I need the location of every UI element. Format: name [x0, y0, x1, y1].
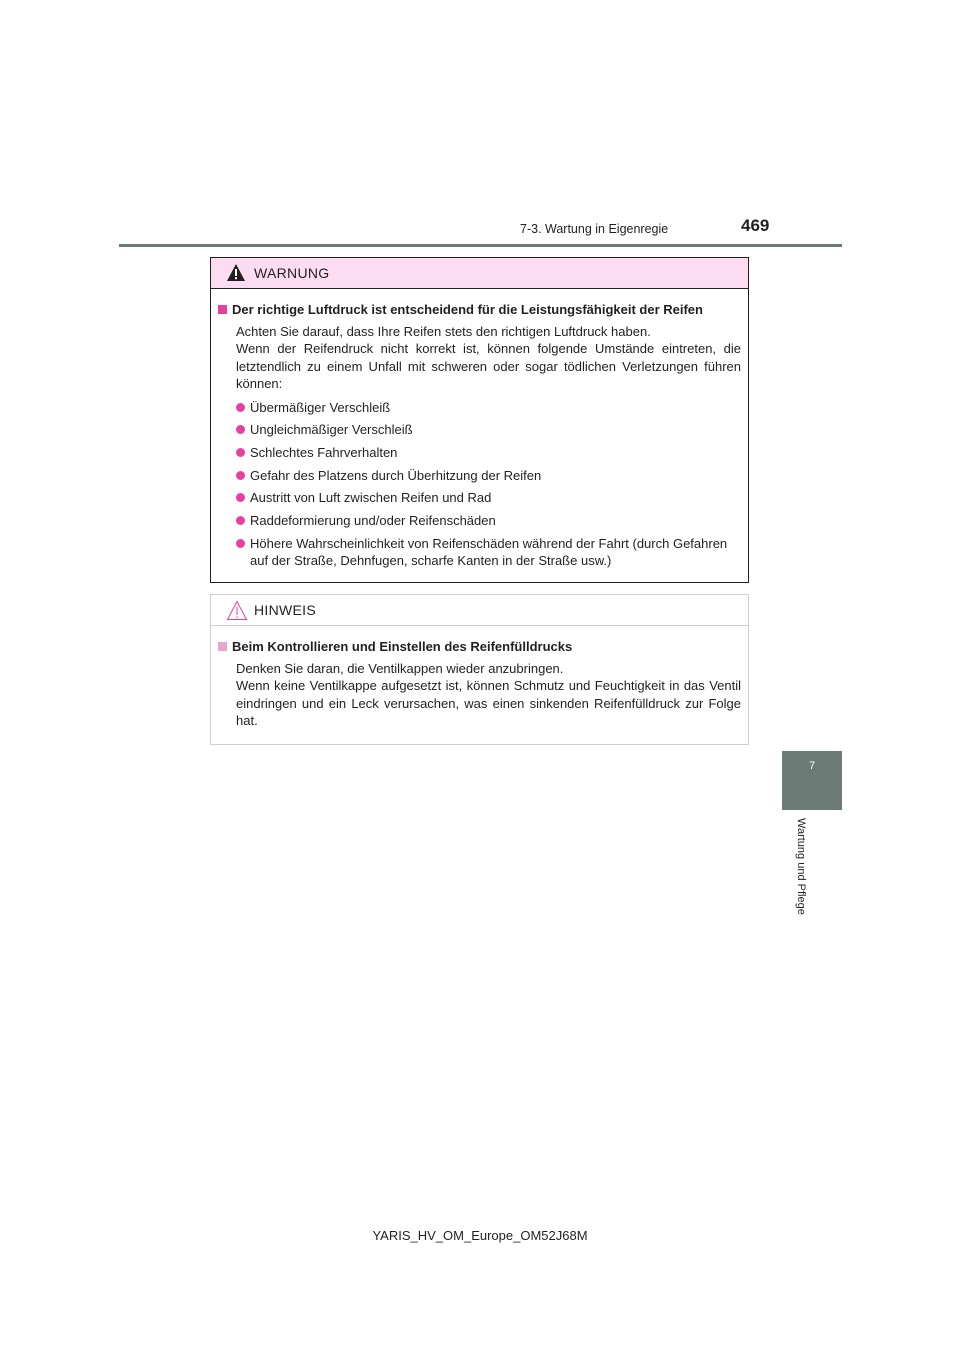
note-paragraph: [236, 660, 741, 730]
list-item-text: Ungleichmäßiger Verschleiß: [250, 422, 413, 438]
list-item: [218, 512, 741, 530]
list-item: [218, 467, 741, 485]
note-header: [211, 595, 748, 626]
note-body: [211, 626, 748, 730]
list-item-text: Austritt von Luft zwischen Reifen und Rad: [250, 490, 492, 506]
circle-bullet-icon: [236, 425, 245, 434]
footer-doc-id: YARIS_HV_OM_Europe_OM52J68M: [372, 1228, 588, 1243]
list-item-text: Raddeformierung und/oder Reifenschäden: [250, 512, 496, 528]
warning-triangle-icon: [226, 263, 246, 282]
chapter-tab: [782, 751, 842, 810]
note-para-2: Wenn keine Ventilkappe aufgesetzt ist, können Schmutz und Feuchtigkeit in das Ventil eindringen und ein Leck verursachen, was einen sinkenden Reifenfülldruck zur Folge hat.: [236, 678, 741, 728]
chapter-title: Wartung und Pflege: [795, 818, 807, 915]
warning-header: [211, 258, 748, 289]
warning-body: [211, 289, 748, 570]
header-section-title: 7-3. Wartung in Eigenregie: [520, 222, 669, 236]
list-item-text: Höhere Wahrscheinlichkeit von Reifenschäden während der Fahrt (durch Gefahren auf der Straße, Dehnfugen, scharfe Kanten in der Straße usw.): [250, 535, 728, 569]
caution-triangle-icon: [226, 600, 248, 621]
warning-section-title: [218, 301, 741, 319]
circle-bullet-icon: [236, 448, 245, 457]
circle-bullet-icon: [236, 493, 245, 502]
circle-bullet-icon: [236, 403, 245, 412]
note-section-title: [218, 638, 741, 656]
list-item: [218, 444, 741, 462]
list-item: [218, 399, 741, 417]
page-number: 469: [741, 216, 770, 235]
circle-bullet-icon: [236, 539, 245, 548]
header-rule: [119, 244, 842, 247]
warning-bullet-list: [218, 399, 741, 570]
warning-paragraph: [236, 323, 741, 393]
warning-section-title-text: Der richtige Luftdruck ist entscheidend für die Leistungsfähigkeit der Reifen: [232, 302, 703, 317]
chapter-number: 7: [808, 760, 816, 772]
square-bullet-icon: [218, 642, 227, 651]
circle-bullet-icon: [236, 471, 245, 480]
list-item-text: Schlechtes Fahrverhalten: [250, 444, 398, 460]
warning-para-1: Achten Sie darauf, dass Ihre Reifen stets den richtigen Luftdruck haben.: [236, 323, 651, 339]
list-item: [218, 535, 741, 570]
warning-label: WARNUNG: [254, 265, 330, 281]
warning-para-2: Wenn der Reifendruck nicht korrekt ist, können folgende Umstände eintreten, die letztendlich zu einem Unfall mit schweren oder sogar tödlichen Verletzungen führen können:: [236, 341, 741, 391]
note-section-title-text: Beim Kontrollieren und Einstellen des Reifenfülldrucks: [232, 639, 573, 654]
note-para-1: Denken Sie daran, die Ventilkappen wieder anzubringen.: [236, 660, 564, 676]
note-box: [210, 594, 749, 745]
list-item: [218, 489, 741, 507]
warning-box: [210, 257, 749, 583]
list-item-text: Übermäßiger Verschleiß: [250, 399, 391, 415]
square-bullet-icon: [218, 305, 227, 314]
note-label: HINWEIS: [254, 602, 316, 618]
list-item: [218, 421, 741, 439]
list-item-text: Gefahr des Platzens durch Überhitzung der Reifen: [250, 467, 542, 483]
circle-bullet-icon: [236, 516, 245, 525]
